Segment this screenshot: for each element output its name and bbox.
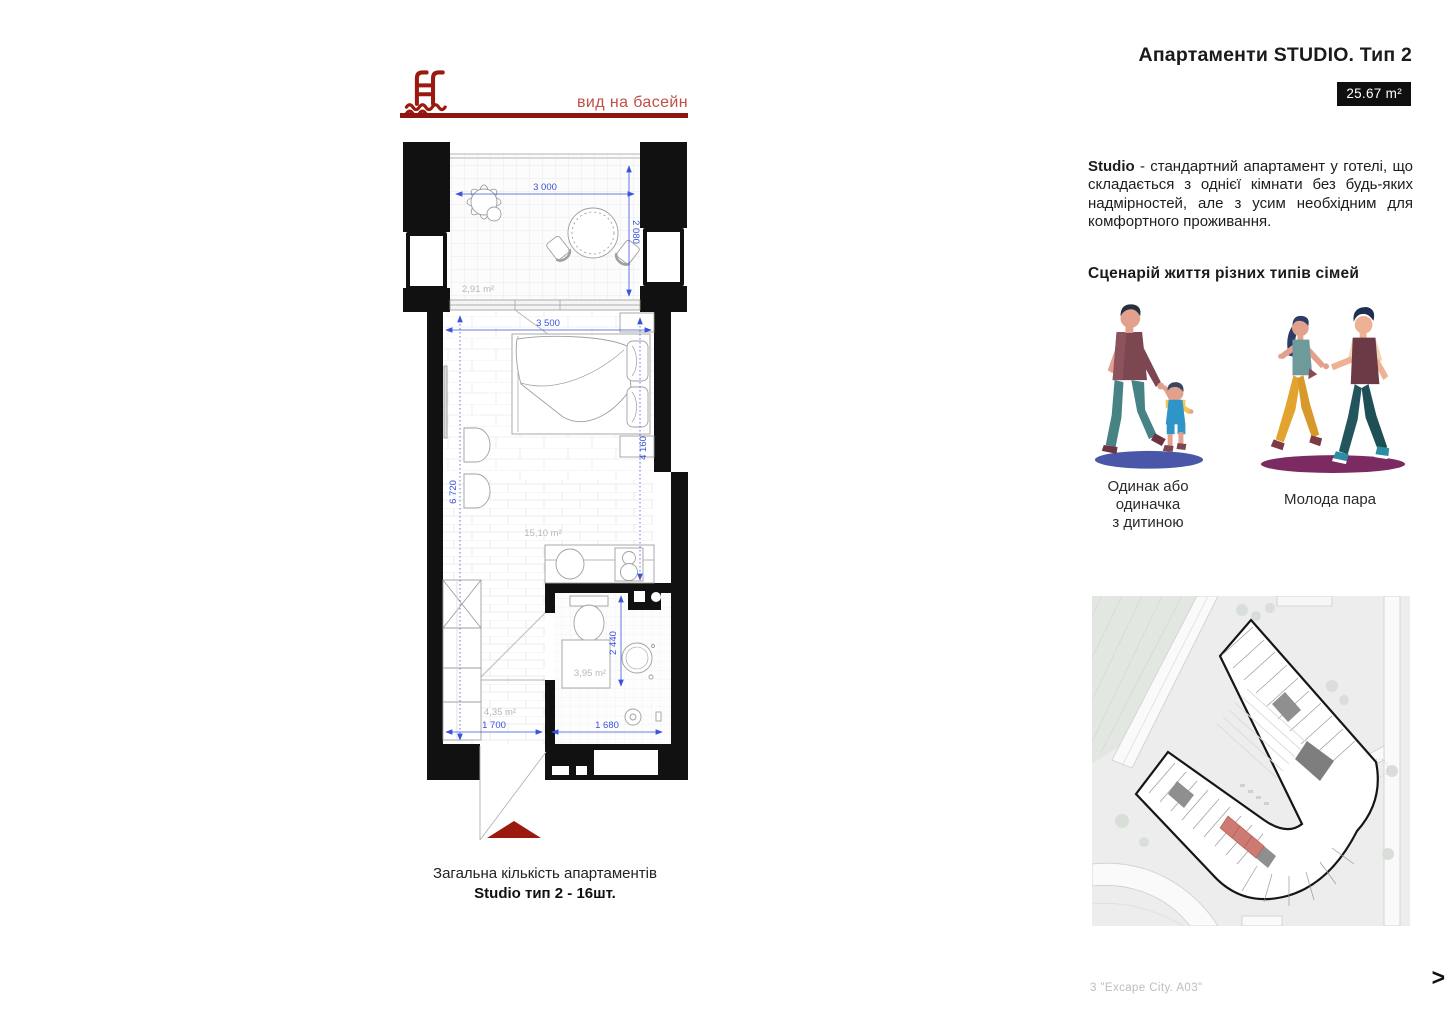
kitchen (545, 545, 654, 583)
armchair-1 (464, 428, 490, 462)
next-page-arrow[interactable]: > (1431, 963, 1445, 991)
illustration-single-parent-with-child (1090, 297, 1208, 479)
area-bathroom: 3,95 m² (573, 668, 607, 679)
accent-divider (400, 113, 688, 118)
nightstand-top (620, 313, 654, 332)
toilet-bowl (574, 605, 604, 641)
caption-line: Молода пара (1283, 491, 1377, 508)
scenario-caption-2 (1248, 491, 1412, 509)
entrance (480, 746, 546, 840)
dim-bath-depth: 2 440 (608, 631, 619, 655)
wardrobe (443, 580, 481, 740)
floor-plan (400, 140, 690, 840)
pool-ladder-icon (400, 66, 458, 116)
armchair-2 (464, 474, 490, 508)
site-plan-map (1092, 596, 1410, 926)
woman (1271, 316, 1325, 450)
caption-line: Одинак або (1107, 478, 1189, 495)
held-hands (1323, 363, 1329, 369)
floor-plan-block (400, 66, 690, 903)
dim-balcony-depth: 2 080 (630, 220, 641, 244)
area-hall: 4,35 m² (483, 707, 517, 718)
child (1162, 382, 1193, 452)
shower (562, 640, 610, 688)
kitchen-sink (556, 549, 584, 579)
caption-line: з дитиною (1112, 514, 1184, 531)
plan-caption-line2: Studio тип 2 - 16шт. (474, 885, 616, 903)
dim-room-width: 3 500 (536, 318, 560, 329)
dim-bath-width: 1 680 (595, 720, 619, 731)
scenario-section-title: Сценарій життя різних типів сімей (1088, 265, 1360, 282)
entrance-arrow (487, 821, 541, 838)
plan-caption-line1: Загальна кількість апартаментів (433, 865, 657, 882)
area-badge: 25.67 m² (1337, 82, 1411, 106)
description-body: - стандартний апартамент у готелі, що складається з однієї кімнати без будь-яких надмірностей, але з усим необхідним для комфортного проживання. (1088, 158, 1413, 231)
description-paragraph (1088, 158, 1413, 232)
man (1331, 307, 1389, 464)
dim-balcony-width: 3 000 (533, 182, 557, 193)
scenario-caption-1 (1088, 478, 1208, 532)
tv (444, 366, 447, 438)
toilet-tank (570, 596, 608, 606)
plan-caption (395, 864, 695, 905)
dim-total-depth: 6 720 (448, 480, 459, 504)
page-title: Апартаменти STUDIO. Тип 2 (1138, 44, 1412, 66)
dim-hall-width: 1 700 (482, 720, 506, 731)
footer-note: 3 "Excape City. A03" (1090, 982, 1203, 994)
right-column (1088, 44, 1412, 924)
pool-view-label: вид на басейн (577, 94, 688, 111)
pillow-2 (627, 387, 648, 427)
pool-view-header (400, 66, 690, 118)
area-room: 15,10 m² (524, 528, 562, 539)
description-lead: Studio (1088, 158, 1135, 175)
father (1102, 304, 1166, 454)
caption-line: одиначка (1115, 496, 1181, 513)
area-balcony: 2,91 m² (462, 284, 495, 295)
shadow (1095, 451, 1203, 469)
pillow-1 (627, 341, 648, 381)
dim-room-depth: 4 160 (638, 436, 649, 460)
illustration-young-couple (1252, 300, 1410, 480)
